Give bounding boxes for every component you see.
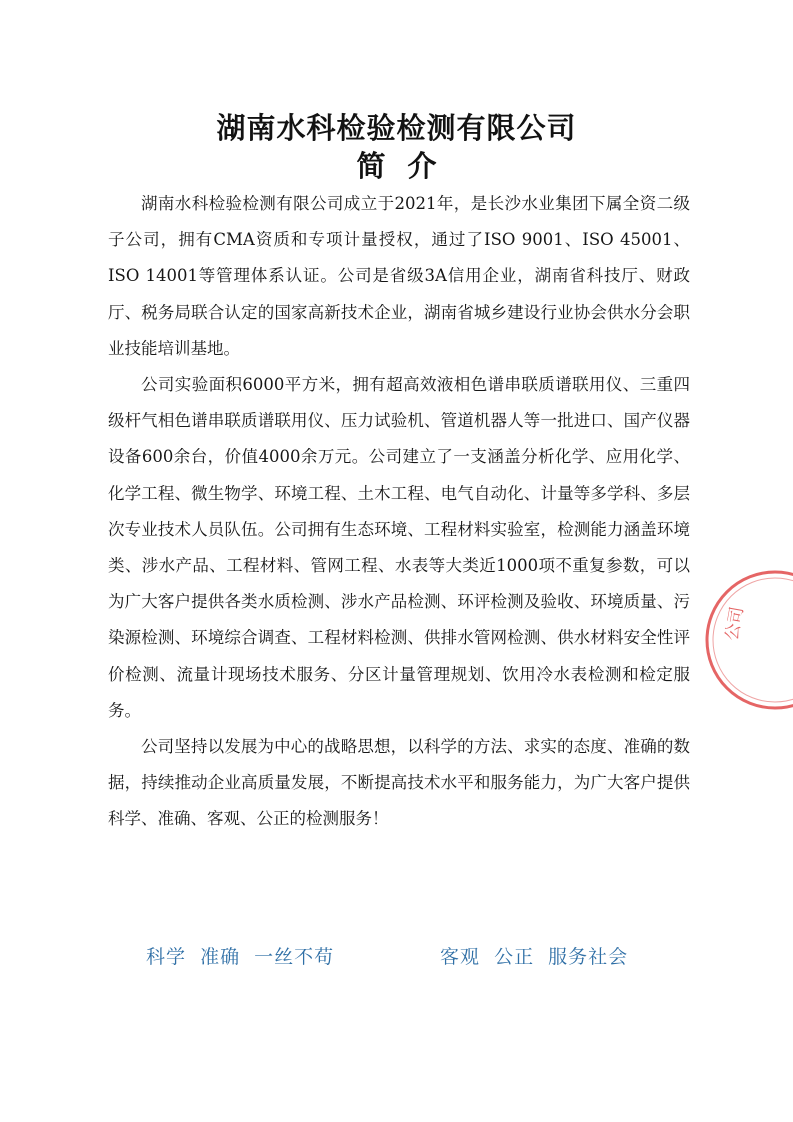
company-title: 湖南水科检验检测有限公司 [216,111,577,145]
svg-text:公司: 公司 [722,605,748,643]
paragraph-lab-capabilities: 公司实验面积6000平方米，拥有超高效液相色谱串联质谱联用仪、三重四级杆气相色谱串联质谱联用仪、压力试验机、管道机器人等一批进口、国产仪器设备600余台，价值4000余万元。公司建立了一支涵盖分析化学、应用化学、化学工程、微生物学、环境工程、土木工程、电气自动化、计量等多学科、多层次专业技术人员队伍。公司拥有生态环境、工程材料实验室，检测能力涵盖环境类、涉水产品、工程材料、管网工程、水表等大类近1000项不重复参数，可以为广大客户提供各类水质检测、涉水产品检测、环评检测及验收、环境质量、污染源检测、环境综合调查、工程材料检测、供排水管网检测、供水材料安全性评价检测、流量计现场技术服务、分区计量管理规划、饮用冷水表检测和检定服务。 [108,375,690,720]
company-seal-stamp [700,565,793,715]
slogan-right: 客观 公正 服务社会 [440,946,629,968]
document-subtitle: 简介 [356,149,459,183]
paragraph-company-philosophy: 公司坚持以发展为中心的战略思想，以科学的方法、求实的态度、准确的数据，持续推动企业高质量发展，不断提高技术水平和服务能力，为广大客户提供科学、准确、客观、公正的检测服务！ [108,737,690,829]
slogan-left: 科学 准确 一丝不苟 [146,946,335,968]
introduction-body [108,186,690,838]
paragraph-company-overview: 湖南水科检验检测有限公司成立于2021年，是长沙水业集团下属全资二级子公司，拥有CMA资质和专项计量授权，通过了ISO 9001、ISO 45001、ISO 14001等管理体系认证。公司是省级3A信用企业，湖南省科技厅、财政厅、税务局联合认定的国家高新技术企业，湖南省城乡建设行业协会供水分会职业技能培训基地。 [108,194,690,358]
